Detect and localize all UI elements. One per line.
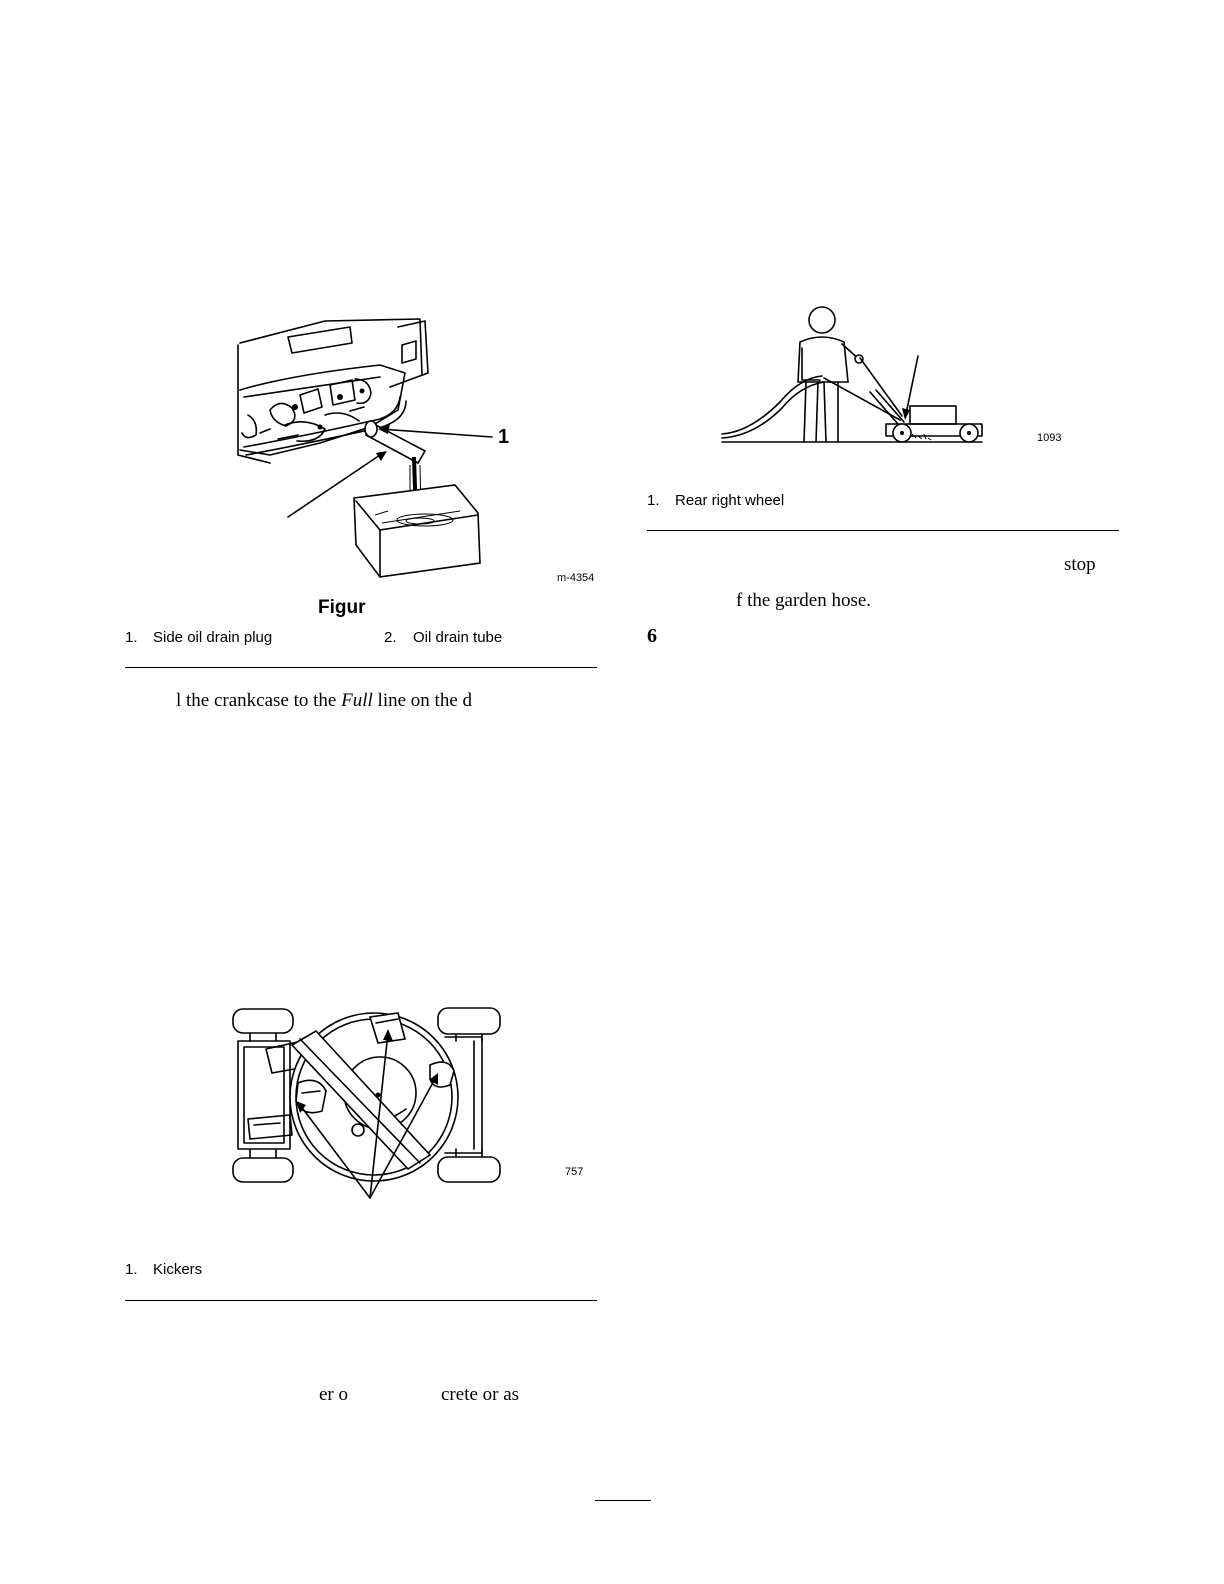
body-text-fragment: f the garden hose. — [736, 590, 872, 611]
legend-divider — [125, 667, 597, 668]
legend-number: 1. — [125, 629, 138, 646]
oil-drain-illustration — [230, 315, 610, 585]
step-number: 6 — [647, 625, 657, 647]
hose-washing-illustration — [720, 302, 1020, 452]
body-text-fragment: er o — [319, 1384, 349, 1405]
legend-label: Side oil drain plug — [153, 629, 273, 646]
body-text-fragment — [176, 690, 472, 712]
legend-label: Kickers — [153, 1261, 203, 1278]
body-text: line on the d — [372, 690, 472, 711]
emphasis-text: Full — [341, 690, 373, 711]
figure-code: m-4354 — [557, 572, 595, 584]
legend-label: Oil drain tube — [413, 629, 503, 646]
legend-number: 2. — [384, 629, 397, 646]
figure-code: 1093 — [1037, 432, 1062, 444]
body-text-fragment: crete or as — [441, 1384, 520, 1405]
body-text: l the crankcase to the — [176, 690, 342, 711]
legend-label: Rear right wheel — [675, 492, 785, 509]
figure-code: 757 — [565, 1166, 584, 1178]
page-number-rule — [595, 1500, 651, 1501]
callout-number-1: 1 — [498, 426, 510, 448]
mower-deck-illustration — [230, 1005, 530, 1205]
legend-number: 1. — [125, 1261, 138, 1278]
legend-number: 1. — [647, 492, 660, 509]
legend-divider — [647, 530, 1119, 531]
figure-caption: Figur — [318, 597, 366, 618]
body-text-fragment: stop — [1064, 554, 1096, 575]
legend-divider — [125, 1300, 597, 1301]
